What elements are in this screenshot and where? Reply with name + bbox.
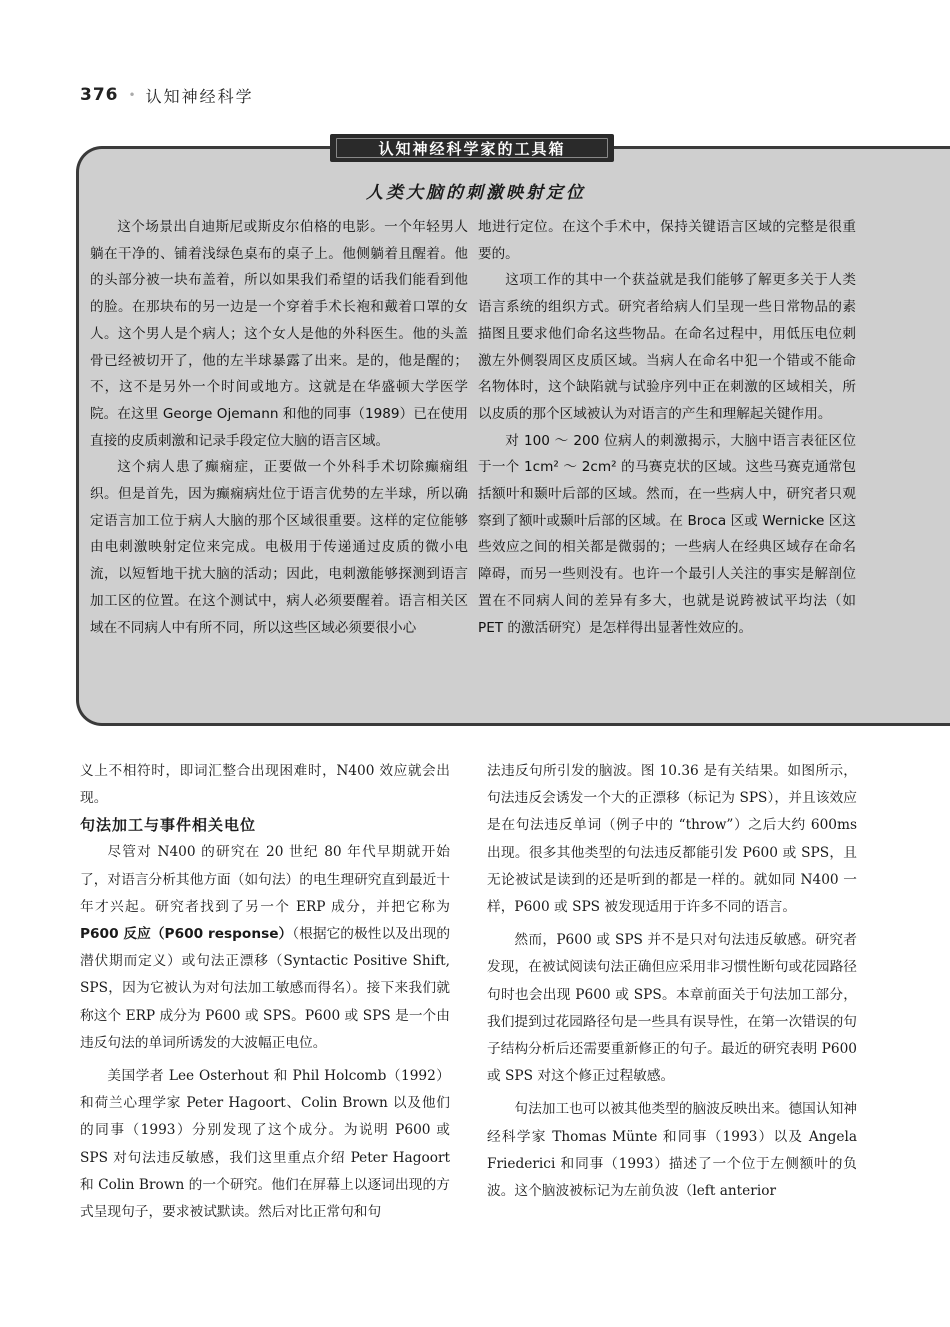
toolbox-paragraph: 对 100 ～ 200 位病人的刺激揭示，大脑中语言表征区位于一个 1cm² ～ 2cm² 的马赛克状的区域。这些马赛克通常包括额叶和颞叶后部的区域。然而，在一些病人中，研究者只观察到了额叶或颞叶后部的区域。在 Broca 区或 Wernicke 区这些效应之间的相关都是微弱的；一些病人在经典区域存在命名障碍，而另一些则没有。也许一个最引人关注的事实是解剖位置在不同病人间的差异有多大，也就是说跨被试平均法（如 PET 的激活研究）是怎样得出显著性效应的。 <box>478 432 856 636</box>
book-title: 认知神经科学 <box>145 86 254 106</box>
toolbox-left-column <box>90 214 468 641</box>
body-right-column <box>487 758 857 1205</box>
toolbox-paragraph: 地进行定位。在这个手术中，保持关键语言区域的完整是很重要的。 <box>478 219 856 262</box>
section-heading: 句法加工与事件相关电位 <box>80 816 257 835</box>
running-header <box>80 84 254 106</box>
toolbox-right-column <box>478 214 856 641</box>
toolbox-paragraph: 这个场景出自迪斯尼或斯皮尔伯格的电影。一个年轻男人躺在干净的、铺着浅绿色桌布的桌子上。他侧躺着且醒着。他的头部分被一块布盖着，所以如果我们希望的话我们能看到他的脸。在那块布的另一边是一个穿着手术长袍和戴着口罩的女人。这个男人是个病人；这个女人是他的外科医生。他的头盖骨已经被切开了，他的左半球暴露了出来。是的，他是醒的；不，这不是另外一个时间或地方。这就是在华盛顿大学医学院。在这里 George Ojemann 和他的同事（1989）已在使用直接的皮质刺激和记录手段定位大脑的语言区域。 <box>90 219 468 449</box>
toolbox-paragraph: 这项工作的其中一个获益就是我们能够了解更多关于人类语言系统的组织方式。研究者给病人们呈现一些日常物品的素描图且要求他们命名这些物品。在命名过程中，用低压电位刺激左外侧裂周区皮质区域。当病人在命名中犯一个错或不能命名物体时，这个缺陷就与试验序列中正在刺激的区域相关，所以皮质的那个区域被认为对语言的产生和理解起关键作用。 <box>478 272 856 422</box>
body-paragraph: 句法加工也可以被其他类型的脑波反映出来。德国认知神经科学家 Thomas Münte 和同事（1993）以及 Angela Friederici 和同事（1993）描述了一个位于左侧额叶的负波。这个脑波被标记为左前负波（left anterior <box>487 1101 857 1200</box>
body-paragraph: 义上不相符时，即词汇整合出现困难时，N400 效应就会出现。 <box>80 763 450 807</box>
body-paragraph: 然而，P600 或 SPS 并不是只对句法违反敏感。研究者发现，在被试阅读句法正确但应采用非习惯性断句或花园路径句时也会出现 P600 或 SPS。本章前面关于句法加工部分，我们提到过花园路径句是一些具有误导性，在第一次错误的句子结构分析后还需要重新修正的句子。最近的研究表明 P600 或 SPS 对这个修正过程敏感。 <box>487 932 857 1085</box>
paragraph-text: 尽管对 N400 的研究在 20 世纪 80 年代早期就开始了，对语言分析其他方面（如句法）的电生理研究直到最近十年才兴起。研究者找到了另一个 ERP 成分，并把它称为 <box>80 844 450 915</box>
page-number: 376 <box>80 85 119 105</box>
toolbox-paragraph: 这个病人患了癫痫症，正要做一个外科手术切除癫痫组织。但是首先，因为癫痫病灶位于语言优势的左半球，所以确定语言加工位于病人大脑的那个区域很重要。这样的定位能够由电刺激映射定位来完成。电极用于传递通过皮质的微小电流，以短暂地干扰大脑的活动；因此，电刺激能够探测到语言加工区的位置。在这个测试中，病人必须要醒着。语言相关区域在不同病人中有所不同，所以这些区域必须要很小心 <box>90 459 468 636</box>
body-paragraph: 美国学者 Lee Osterhout 和 Phil Holcomb（1992）和荷兰心理学家 Peter Hagoort、Colin Brown 以及他们的同事（1993）分别发现了这个成分。为说明 P600 或 SPS 对句法违反敏感，我们这里重点介绍 Peter Hagoort 和 Colin Brown 的一个研究。他们在屏幕上以逐词出现的方式呈现句子，要求被试默读。然后对比正常句和句 <box>80 1068 450 1221</box>
key-term: P600 反应（P600 response） <box>80 926 293 943</box>
toolbox-title: 人类大脑的刺激映射定位 <box>366 183 586 203</box>
body-left-column <box>80 758 450 1226</box>
paragraph-text: （根据它的极性以及出现的潜伏期而定义）或句法正漂移（Syntactic Positive Shift, SPS，因为它被认为对句法加工敏感而得名）。接下来我们就称这个 ERP 成分为 P600 或 SPS。P600 或 SPS 是一个由违反句法的单词所诱发的大波幅正电位。 <box>80 926 451 1051</box>
body-paragraph: 法违反句所引发的脑波。图 10.36 是有关结果。如图所示，句法违反会诱发一个大的正漂移（标记为 SPS），并且该效应是在句法违反单词（例子中的 “throw”）之后大约 600ms 出现。很多其他类型的句法违反都能引发 P600 或 SPS，且无论被试是读到的还是听到的都是一样的。就如同 N400 一样，P600 或 SPS 被发现适用于许多不同的语言。 <box>487 763 857 916</box>
body-paragraph <box>80 839 450 1057</box>
header-separator-icon: • <box>128 88 136 102</box>
toolbox-tab-label: 认知神经科学家的工具箱 <box>330 134 614 162</box>
